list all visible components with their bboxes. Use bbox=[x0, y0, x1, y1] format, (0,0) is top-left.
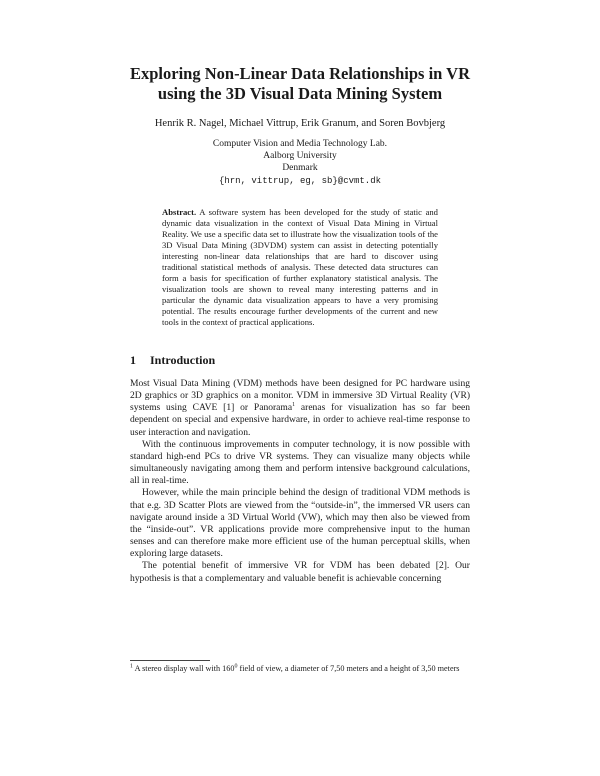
paragraph-1 bbox=[130, 378, 470, 439]
abstract bbox=[162, 207, 438, 329]
affiliation-university: Aalborg University bbox=[263, 151, 337, 162]
footnote-degree: 0 bbox=[234, 663, 238, 670]
paper-title bbox=[0, 64, 600, 104]
footnote-text-b: field of view, a diameter of 7,50 meters and a height of 3,50 meters bbox=[237, 664, 460, 673]
author-list: Henrik R. Nagel, Michael Vittrup, Erik Granum, and Soren Bovbjerg bbox=[154, 118, 446, 129]
footnote bbox=[130, 664, 470, 675]
footnote-rule bbox=[130, 660, 210, 661]
paragraph-4: The potential benefit of immersive VR for VDM has been debated [2]. Our hypothesis is that a complementary and valuable benefit is achievable concerning bbox=[130, 560, 470, 584]
paragraph-1-text-a: Most Visual Data Mining (VDM) methods have been designed for PC hardware using 2D graphics or 3D graphics on a monitor. VDM in immersive 3D Virtual Reality (VR) systems using CAVE [1] or Panorama bbox=[130, 378, 470, 414]
footnote-text-a: A stereo display wall with 160 bbox=[133, 664, 235, 673]
affiliation-country: Denmark bbox=[282, 163, 318, 174]
section-heading bbox=[130, 353, 215, 368]
section-number: 1 bbox=[130, 353, 136, 367]
paragraph-3: However, while the main principle behind the design of traditional VDM methods is that e.g. 3D Scatter Plots are viewed from the “outside-in”, the immersed VR users can navigate around inside a 3D Virtual World (VW), which may then also be viewed from the “inside-out”. VR applications provide more comprehensive input to the human senses and can therefore make more efficient use of the human perceptual skills, when exploring large datasets. bbox=[130, 487, 470, 560]
footnote-ref: 1 bbox=[292, 402, 296, 409]
title-line-2: using the 3D Visual Data Mining System bbox=[157, 84, 443, 103]
affiliation-email: {hrn, vittrup, eg, sb}@cvmt.dk bbox=[218, 175, 382, 186]
footnote-mark: 1 bbox=[130, 663, 133, 670]
paragraph-1-text-b: arenas for visualization has so far been dependent on special and expensive hardware, in order to achieve real-time response to user interaction and navigation. bbox=[130, 402, 470, 438]
abstract-text: A software system has been developed for the study of static and dynamic data visualization in the context of Visual Data Mining in Virtual Reality. We use a specific data set to illustrate how the visualization tools of the 3D Visual Data Mining (3DVDM) system can assist in detecting potentially interesting non-linear data relationships that are hard to discover using traditional statistical methods of analysis. These detected data structures can form a basis for specification of further explanatory statistical analysis. The visualization tools are shown to reveal many interesting patterns and in particular the dynamic data visualization appears to have a very promising potential. The results encourage further developments of the current and new tools in the context of practical applications. bbox=[162, 207, 438, 328]
abstract-label: Abstract. bbox=[162, 207, 197, 217]
affiliation-lab: Computer Vision and Media Technology Lab. bbox=[212, 139, 388, 149]
paragraph-2: With the continuous improvements in computer technology, it is now possible with standard high-end PCs to drive VR systems. They can visualize many objects while simultaneously navigating among them and perform intensive background calculations, all in real-time. bbox=[130, 438, 470, 487]
section-body bbox=[130, 378, 470, 585]
title-line-1: Exploring Non-Linear Data Relationships in VR bbox=[130, 64, 470, 83]
affiliation-block bbox=[0, 138, 600, 187]
section-title: Introduction bbox=[150, 353, 216, 367]
